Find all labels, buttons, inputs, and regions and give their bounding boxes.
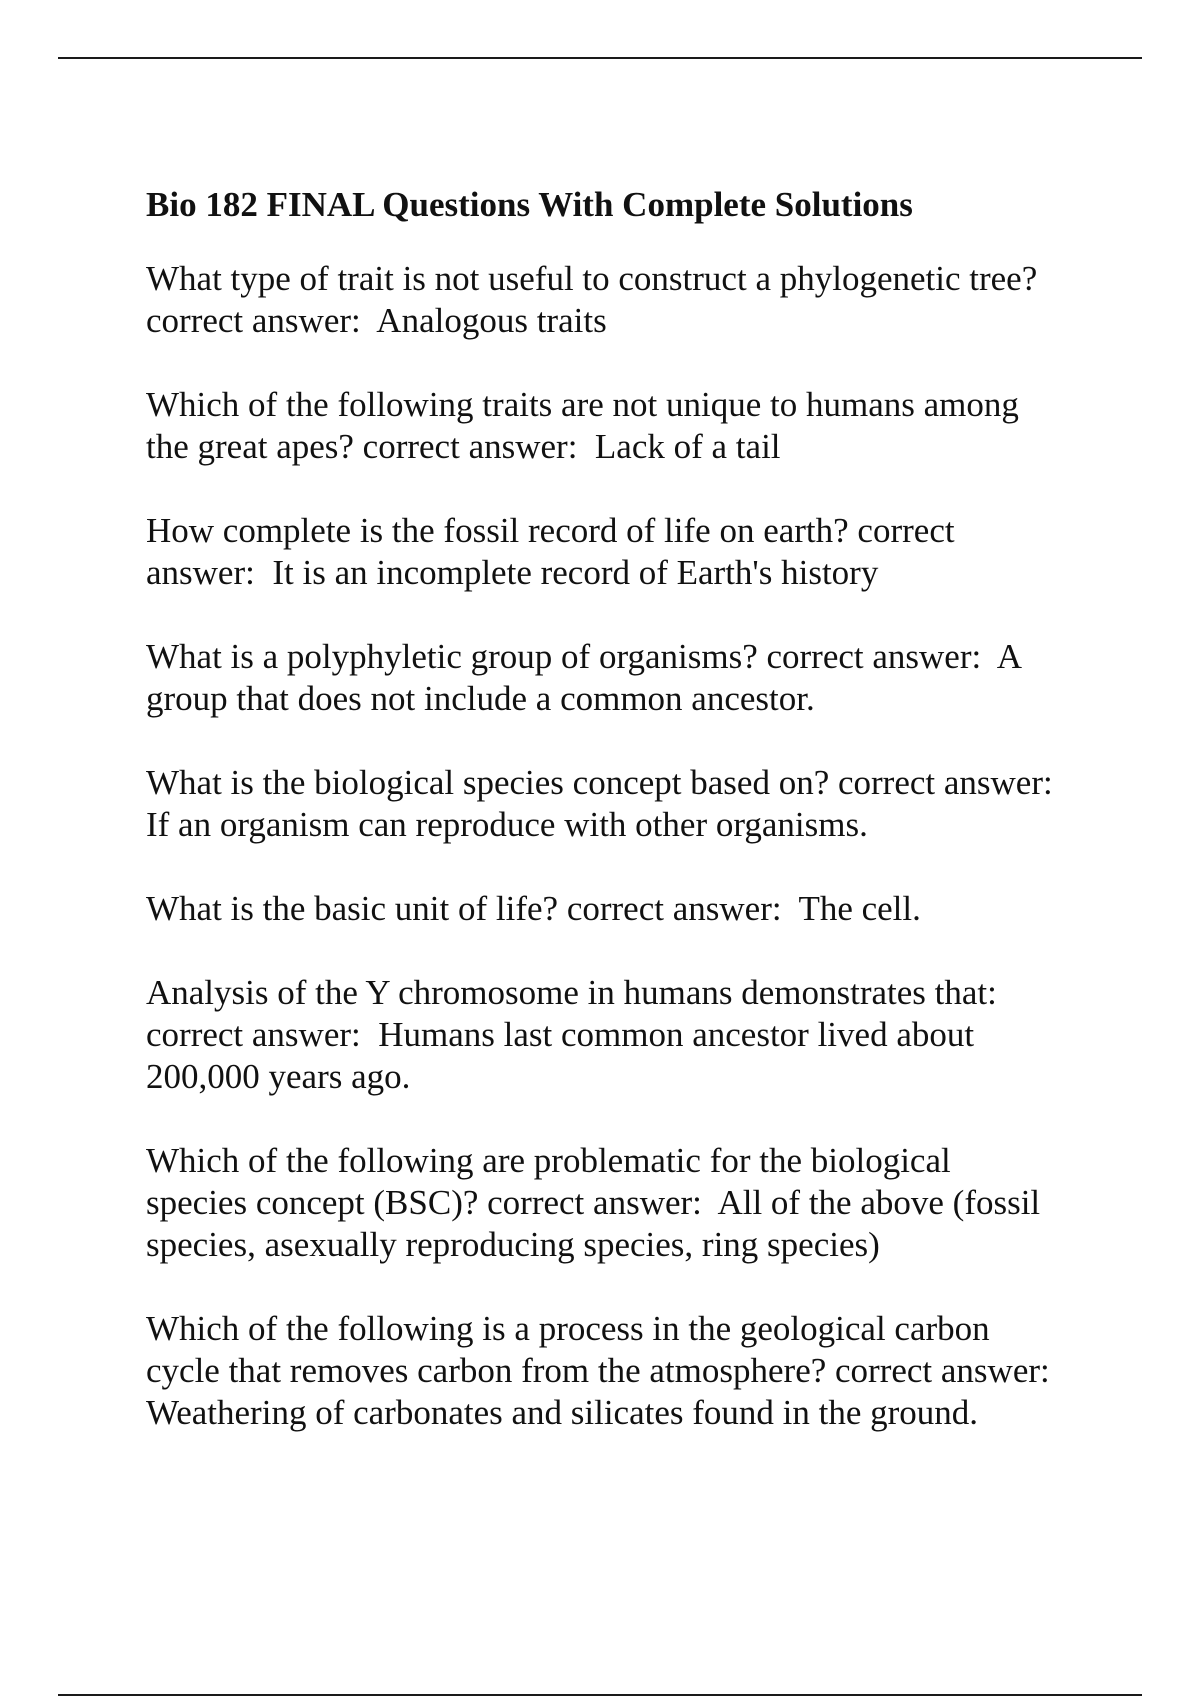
document-title: Bio 182 FINAL Questions With Complete Solutions xyxy=(146,185,913,224)
qa-item: Analysis of the Y chromosome in humans demonstrates that: correct answer: Humans last common ancestor lived about 200,000 years ago. xyxy=(146,973,997,1096)
qa-item: How complete is the fossil record of life on earth? correct answer: It is an incomplete record of Earth's history xyxy=(146,511,955,592)
qa-item: What is a polyphyletic group of organisms? correct answer: A group that does not include a common ancestor. xyxy=(146,637,1023,718)
qa-item: Which of the following are problematic for the biological species concept (BSC)? correct answer: All of the above (fossil species, asexually reproducing species, ring species) xyxy=(146,1141,1041,1264)
top-rule xyxy=(58,57,1142,59)
qa-item: Which of the following traits are not unique to humans among the great apes? correct answer: Lack of a tail xyxy=(146,385,1019,466)
bottom-rule xyxy=(58,1694,1142,1696)
qa-item: What type of trait is not useful to construct a phylogenetic tree? correct answer: Analogous traits xyxy=(146,259,1038,340)
qa-item: What is the basic unit of life? correct answer: The cell. xyxy=(146,889,921,928)
qa-item: Which of the following is a process in the geological carbon cycle that removes carbon from the atmosphere? correct answer: Weathering of carbonates and silicates found in the ground. xyxy=(146,1309,1050,1432)
qa-item: What is the biological species concept based on? correct answer: If an organism can reproduce with other organisms. xyxy=(146,763,1053,844)
document-body xyxy=(146,184,1106,1476)
